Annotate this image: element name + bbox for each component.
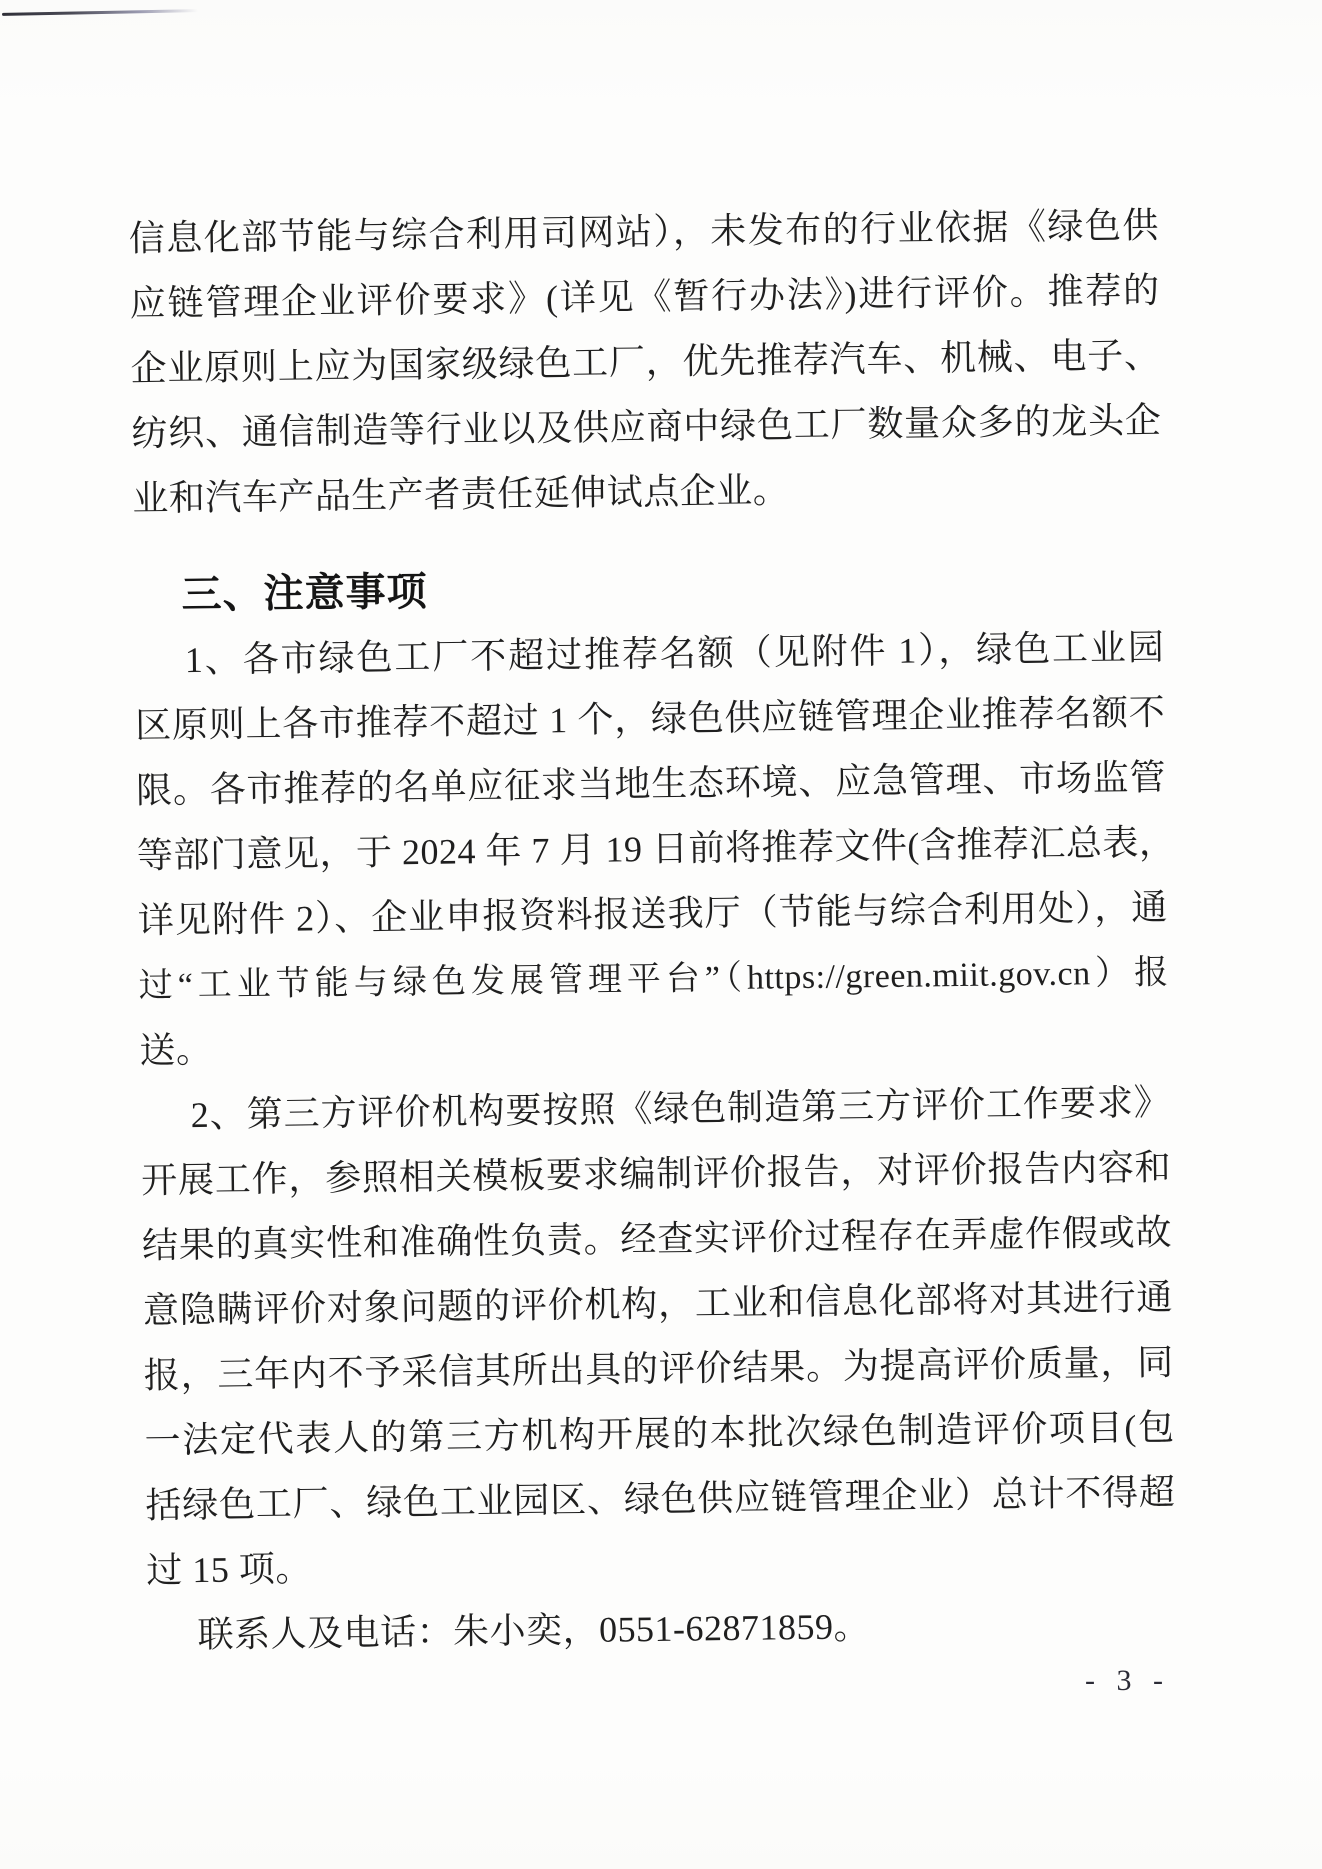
body-text-line: 结果的真实性和准确性负责。经查实评价过程存在弄虚作假或故 [141,1212,1173,1266]
body-text-line: 信息化部节能与综合利用司网站），未发布的行业依据《绿色供 [128,205,1160,259]
body-text-line: 等部门意见，于 2024 年 7 月 19 日前将推荐文件(含推荐汇总表， [136,822,1176,876]
scan-artifact-streak [2,9,198,16]
body-text-line: 2、第三方评价机构要按照《绿色制造第三方评价工作要求》 [190,1082,1171,1136]
body-text-line: 限。各市推荐的名单应征求当地生态环境、应急管理、市场监管 [135,757,1167,811]
section-heading: 三、注意事项 [181,569,428,618]
body-text-line: 纺织、通信制造等行业以及供应商中绿色工厂数量众多的龙头企 [131,400,1162,454]
body-text-line: 过 15 项。 [146,1548,313,1591]
body-text-line: 应链管理企业评价要求》(详见《暂行办法》)进行评价。推荐的 [129,270,1160,324]
body-text-line: 开展工作，参照相关模板要求编制评价报告，对评价报告内容和 [140,1147,1172,1201]
contact-line: 联系人及电话：朱小奕，0551-62871859。 [197,1606,871,1656]
body-text-line: 括绿色工厂、绿色工业园区、绿色供应链管理企业）总计不得超 [145,1472,1176,1526]
body-text-line: 送。 [139,1029,213,1071]
body-text-line: 报，三年内不予采信其所出具的评价结果。为提高评价质量，同 [143,1342,1174,1396]
body-text-line: 企业原则上应为国家级绿色工厂，优先推荐汽车、机械、电子、 [130,335,1161,389]
body-text-line: 1、各市绿色工厂不超过推荐名额（见附件 1），绿色工业园 [184,627,1165,681]
document-body [128,193,1177,1668]
page-number: - 3 - [1085,1664,1170,1697]
body-text-line-url: 过“工业节能与绿色发展管理平台”（https://green.miit.gov.cn）报 [138,954,1169,1005]
body-text-line: 区原则上各市推荐不超过 1 个，绿色供应链管理企业推荐名额不 [135,692,1166,746]
body-text-line: 一法定代表人的第三方机构开展的本批次绿色制造评价项目(包 [144,1407,1175,1461]
body-text-line: 详见附件 2）、企业申报资料报送我厅（节能与综合利用处），通 [137,887,1168,941]
body-text-line: 业和汽车产品生产者责任延伸试点企业。 [132,470,790,519]
body-text-line: 意隐瞒评价对象问题的评价机构，工业和信息化部将对其进行通 [142,1277,1174,1331]
